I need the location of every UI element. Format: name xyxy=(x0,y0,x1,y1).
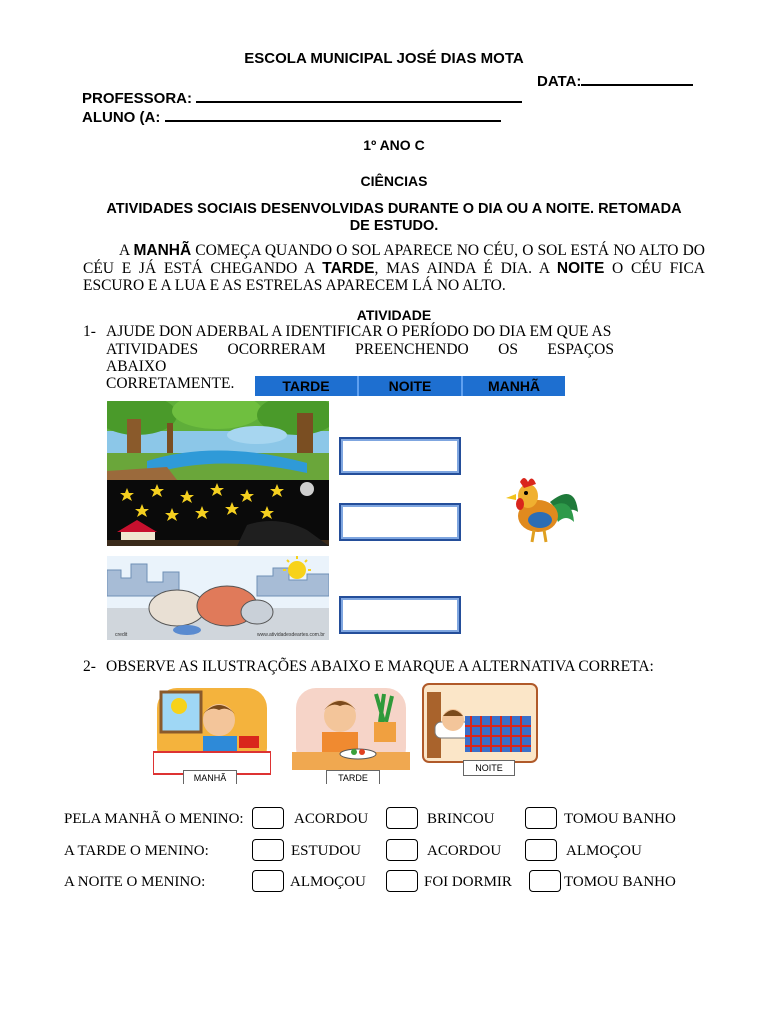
q1-number: 1- xyxy=(83,323,96,340)
teacher-line xyxy=(196,101,522,103)
activity-heading: ATIVIDADE xyxy=(356,307,432,323)
checkbox-almocou[interactable] xyxy=(252,870,284,892)
q1-word: OCORRERAM xyxy=(227,341,326,358)
checkbox-tomou-banho[interactable] xyxy=(525,807,557,829)
choice-option: BRINCOU xyxy=(427,811,495,827)
choice-option: FOI DORMIR xyxy=(424,874,512,890)
word-bank-manha: MANHÃ xyxy=(487,378,541,394)
city-morning-image xyxy=(107,556,329,640)
q1-line-3: ABAIXO xyxy=(106,358,167,375)
image-credit: www.atividadesdeartes.com.br xyxy=(257,632,325,638)
date-label: DATA: xyxy=(537,73,582,90)
checkbox-foi-dormir[interactable] xyxy=(386,870,418,892)
student-label: ALUNO (A: xyxy=(82,109,161,126)
choice-prompt: A NOITE O MENINO: xyxy=(64,874,206,890)
q2-text: OBSERVE AS ILUSTRAÇÕES ABAIXO E MARQUE A ALTERNATIVA CORRETA: xyxy=(106,658,654,675)
boy-waking-image xyxy=(153,682,271,784)
choice-option: ACORDOU xyxy=(427,843,502,859)
checkbox-almocou[interactable] xyxy=(525,839,557,861)
choice-option: TOMOU BANHO xyxy=(564,874,676,890)
q2-number: 2- xyxy=(83,658,96,675)
grade: 1º ANO C xyxy=(363,137,425,153)
choice-option: ALMOÇOU xyxy=(290,874,366,890)
intro-text-1: A xyxy=(119,242,134,259)
choice-option: TOMOU BANHO xyxy=(564,811,676,827)
intro-manha: MANHÃ xyxy=(133,242,192,259)
q1-word: OS xyxy=(498,341,518,358)
topic-line-2: DE ESTUDO. xyxy=(349,218,439,234)
answer-box-1[interactable] xyxy=(339,437,461,475)
label-noite: NOITE xyxy=(463,760,515,776)
date-line xyxy=(581,84,693,86)
topic xyxy=(60,201,728,235)
choice-option: ACORDOU xyxy=(294,811,369,827)
q1-word: PREENCHENDO xyxy=(355,341,469,358)
student-field[interactable] xyxy=(82,109,501,126)
checkbox-acordou[interactable] xyxy=(252,807,284,829)
choice-option: ALMOÇOU xyxy=(566,843,642,859)
q1-word: ATIVIDADES xyxy=(106,341,199,358)
q1-line-4: CORRETAMENTE. xyxy=(106,375,235,392)
intro-text-3: , MAS AINDA É DIA. A xyxy=(374,259,557,277)
choice-option: ESTUDOU xyxy=(291,843,361,859)
word-bank xyxy=(255,376,565,396)
school-name: ESCOLA MUNICIPAL JOSÉ DIAS MOTA xyxy=(244,50,524,67)
q1-word: ESPAÇOS xyxy=(547,341,614,358)
intro-paragraph xyxy=(83,242,705,295)
checkbox-estudou[interactable] xyxy=(252,839,284,861)
checkbox-acordou[interactable] xyxy=(386,839,418,861)
boy-eating-image xyxy=(292,682,410,784)
choice-prompt: A TARDE O MENINO: xyxy=(64,843,209,859)
word-bank-noite: NOITE xyxy=(359,376,463,396)
checkbox-brincou[interactable] xyxy=(386,807,418,829)
answer-box-2[interactable] xyxy=(339,503,461,541)
svg-text:credit: credit xyxy=(115,632,128,638)
intro-tarde: TARDE xyxy=(322,259,375,277)
boy-sleeping-image xyxy=(421,682,539,778)
subject: CIÊNCIAS xyxy=(360,173,428,189)
word-bank-tarde: TARDE xyxy=(255,376,359,396)
intro-noite: NOITE xyxy=(556,259,605,277)
label-tarde: TARDE xyxy=(326,770,380,784)
q1-line-1: AJUDE DON ADERBAL A IDENTIFICAR O PERÍODO DO DIA EM QUE AS xyxy=(106,323,612,340)
q1-line-2 xyxy=(106,341,614,358)
intro-text-4: O CÉU FICA ESCURO E A LUA E AS ESTRELAS APARECEM LÁ NO ALTO. xyxy=(83,259,705,294)
label-manha: MANHÃ xyxy=(183,770,237,784)
night-image xyxy=(107,480,329,546)
date-field[interactable] xyxy=(537,73,693,90)
answer-box-3[interactable] xyxy=(339,596,461,634)
topic-line-1: ATIVIDADES SOCIAIS DESENVOLVIDAS DURANTE O DIA OU A NOITE. RETOMADA xyxy=(106,201,682,217)
student-line xyxy=(165,120,501,122)
teacher-label: PROFESSORA: xyxy=(82,90,193,107)
choice-prompt: PELA MANHÃ O MENINO: xyxy=(64,811,244,827)
teacher-field[interactable] xyxy=(82,90,522,107)
checkbox-tomou-banho[interactable] xyxy=(529,870,561,892)
forest-river-image xyxy=(107,401,329,480)
intro-text-2: COMEÇA QUANDO O SOL APARECE NO CÉU, O SOL ESTÁ NO ALTO DO CÉU E JÁ ESTÁ CHEGANDO A xyxy=(83,242,705,277)
rooster-image xyxy=(500,472,580,546)
